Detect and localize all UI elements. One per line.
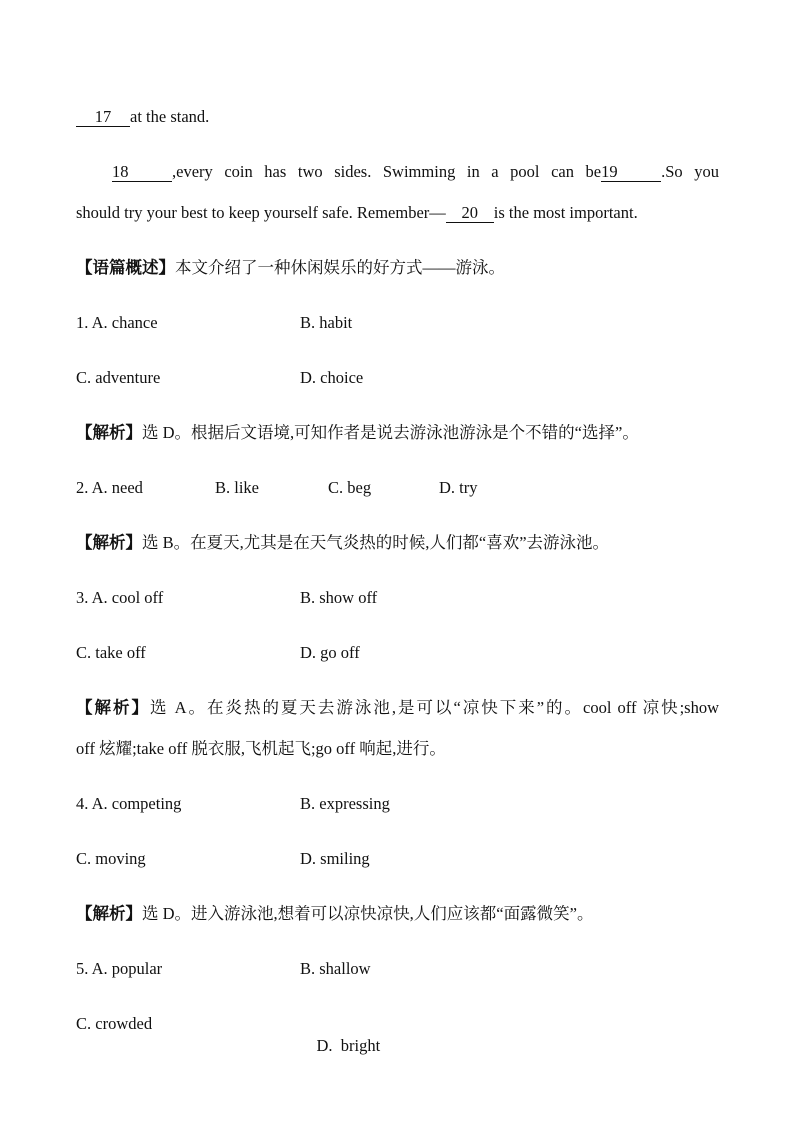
question-1-option-d xyxy=(300,367,363,389)
passage-line-1 xyxy=(76,106,209,128)
option-c: C. beg xyxy=(328,478,372,497)
blank-18: 18 xyxy=(112,163,172,182)
analysis-text: 选 D。进入游泳池,想着可以凉快凉快,人们应该都“面露微笑”。 xyxy=(142,904,594,923)
analysis-text: 选 A。在炎热的夏天去游泳池,是可以“凉快下来”的。cool off 凉快;show xyxy=(149,698,719,717)
blank-20: 20 xyxy=(446,204,494,223)
summary-text: 本文介绍了一种休闲娱乐的好方式——游泳。 xyxy=(175,258,505,277)
option-c: C. crowded xyxy=(76,1014,153,1033)
passage-text: should try your best to keep yourself safe. Remember— xyxy=(76,203,446,222)
option-b: B. habit xyxy=(300,313,353,332)
option-c: C. moving xyxy=(76,849,146,868)
question-1-options-row-1 xyxy=(76,312,158,334)
passage-line-2 xyxy=(76,161,719,183)
summary-label: 【语篇概述】 xyxy=(76,258,175,277)
analysis-text: off 炫耀;take off 脱衣服,飞机起飞;go off 响起,进行。 xyxy=(76,739,446,758)
question-3-option-d xyxy=(300,642,360,664)
question-1-option-b xyxy=(300,312,352,334)
option-b: B. like xyxy=(215,478,259,497)
question-number: 3. xyxy=(76,588,89,607)
passage-line-3 xyxy=(76,202,638,224)
question-3-option-b xyxy=(300,587,377,609)
question-5-option-a xyxy=(76,958,162,980)
question-4-option-b xyxy=(300,793,390,815)
analysis-label: 【解析】 xyxy=(76,423,142,442)
summary-line xyxy=(76,257,505,279)
question-3-option-c xyxy=(76,642,146,664)
question-1-option-c xyxy=(76,367,160,389)
option-a: A. chance xyxy=(91,313,158,332)
option-d: D. try xyxy=(439,478,478,497)
passage-text: at the stand. xyxy=(130,107,210,126)
option-d: D. choice xyxy=(300,368,364,387)
option-a: A. cool off xyxy=(91,588,164,607)
question-3-analysis-line-2 xyxy=(76,738,446,760)
question-4-option-d xyxy=(300,848,370,870)
blank-17: 17 xyxy=(76,108,130,127)
question-3-option-a xyxy=(76,587,163,609)
option-a: A. need xyxy=(91,478,143,497)
blank-19: 19 xyxy=(601,163,661,182)
question-4-analysis xyxy=(76,903,593,925)
question-4-option-a xyxy=(76,793,181,815)
option-b: B. show off xyxy=(300,588,378,607)
option-d: D. go off xyxy=(300,643,360,662)
question-1-analysis xyxy=(76,422,639,444)
analysis-label: 【解析】 xyxy=(76,904,142,923)
option-c: C. take off xyxy=(76,643,146,662)
option-a: A. competing xyxy=(91,794,182,813)
question-number: 2. xyxy=(76,478,89,497)
question-2-option-d xyxy=(439,477,478,499)
question-2-option-a xyxy=(76,477,143,499)
question-2-option-c xyxy=(328,477,371,499)
question-number: 1. xyxy=(76,313,89,332)
question-number: 5. xyxy=(76,959,89,978)
question-2-option-b xyxy=(215,477,259,499)
option-a: A. popular xyxy=(91,959,163,978)
option-c: C. adventure xyxy=(76,368,161,387)
question-number: 4. xyxy=(76,794,89,813)
analysis-text: 选 B。在夏天,尤其是在天气炎热的时候,人们都“喜欢”去游泳池。 xyxy=(142,533,610,552)
question-5-option-c xyxy=(76,1013,152,1035)
passage-text: ,every coin has two sides. Swimming in a pool can be xyxy=(172,162,602,181)
question-4-option-c xyxy=(76,848,146,870)
analysis-label: 【解析】 xyxy=(76,533,142,552)
passage-text: .So you xyxy=(661,162,719,181)
question-5-option-b xyxy=(300,958,371,980)
analysis-label: 【解析】 xyxy=(76,698,150,717)
question-3-analysis-line-1 xyxy=(76,697,719,719)
passage-text: is the most important. xyxy=(493,203,638,222)
option-b: B. expressing xyxy=(300,794,390,813)
option-d: D. bright xyxy=(316,1036,381,1055)
option-d: D. smiling xyxy=(300,849,370,868)
question-5-option-d xyxy=(300,1013,380,1079)
option-b: B. shallow xyxy=(300,959,371,978)
question-2-analysis xyxy=(76,532,609,554)
analysis-text: 选 D。根据后文语境,可知作者是说去游泳池游泳是个不错的“选择”。 xyxy=(142,423,639,442)
